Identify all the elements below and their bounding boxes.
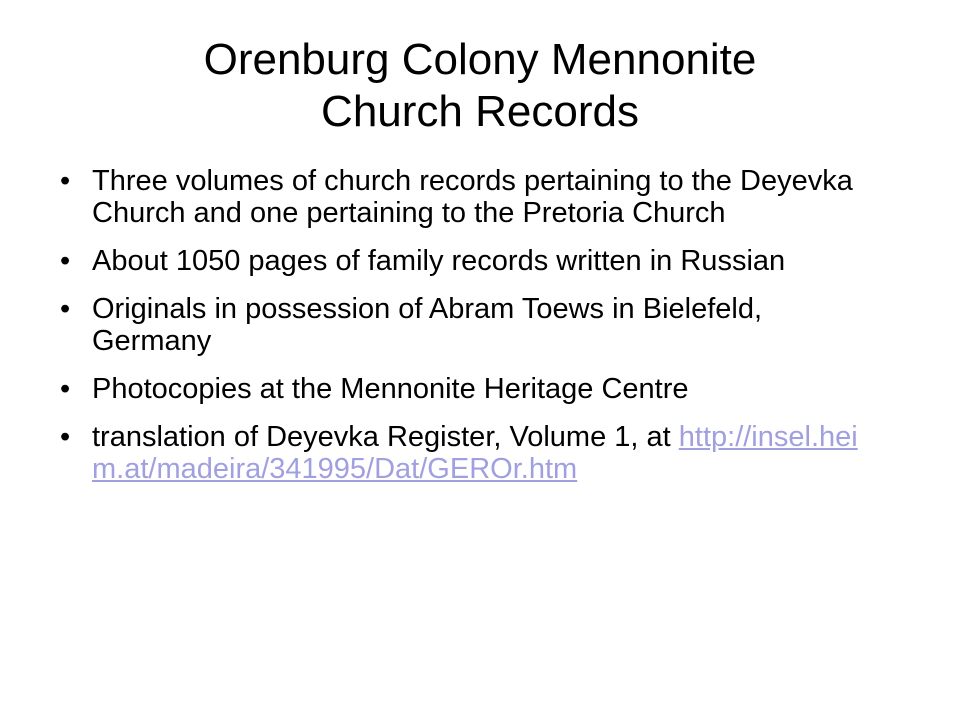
bullet-text: About 1050 pages of family records written in Russian (92, 245, 786, 277)
bullet-list (60, 165, 880, 501)
bullet-item-originals (60, 293, 880, 357)
bullet-item-volumes (60, 165, 880, 229)
bullet-icon: • (60, 421, 71, 453)
slide-title (90, 34, 870, 138)
title-line-2: Church Records (321, 87, 639, 136)
bullet-text: Three volumes of church records pertaining to the Deyevka Church and one pertaining to the Pretoria Church (92, 165, 853, 229)
translation-text: translation of Deyevka Register, Volume 1, at (92, 421, 671, 453)
bullet-item-translation (60, 421, 880, 485)
bullet-item-photocopies (60, 373, 880, 405)
bullet-icon: • (60, 293, 71, 325)
bullet-text: Photocopies at the Mennonite Heritage Centre (92, 373, 689, 405)
bullet-text: Originals in possession of Abram Toews in Bielefeld, Germany (92, 293, 763, 357)
bullet-icon: • (60, 245, 71, 277)
bullet-icon: • (60, 165, 71, 197)
bullet-item-pages (60, 245, 880, 277)
title-line-1: Orenburg Colony Mennonite (203, 35, 757, 84)
bullet-icon: • (60, 373, 71, 405)
bullet-text-translation (92, 421, 880, 485)
translation-link[interactable]: http://insel.heim.at/madeira/341995/Dat/GEROr.htm (92, 421, 858, 485)
